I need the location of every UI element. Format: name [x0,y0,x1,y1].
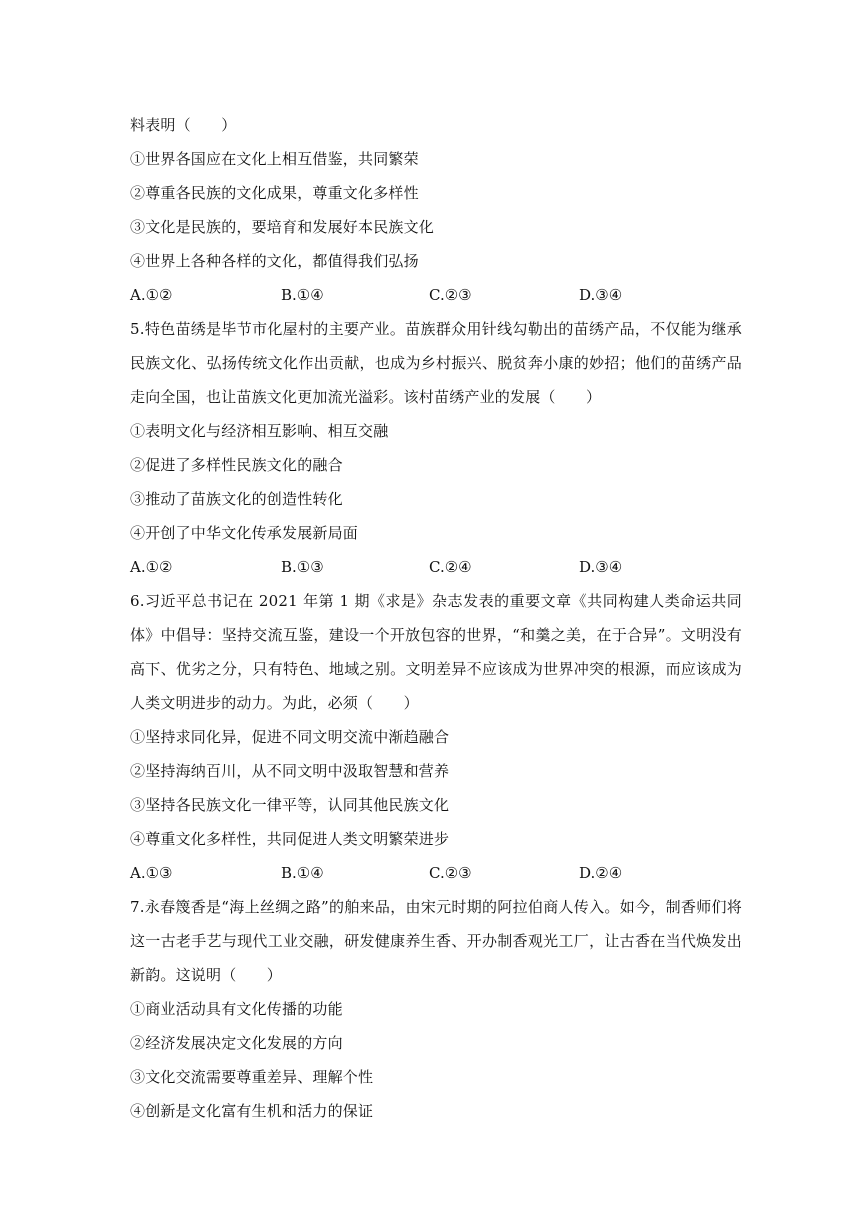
q6-choices [130,856,742,890]
q5-choice-c: C.②④ [429,558,472,576]
q7-option-4: ④创新是文化富有生机和活力的保证 [130,1102,374,1120]
q5-choice-d: D.③④ [579,558,623,576]
q4-choice-c: C.②③ [429,286,472,304]
q5-option-4: ④开创了中华文化传承发展新局面 [130,524,359,542]
q5-stem: 5.特色苗绣是毕节市化屋村的主要产业。苗族群众用针线勾勒出的苗绣产品，不仅能为继承民族文化、弘扬传统文化作出贡献，也成为乡村振兴、脱贫奔小康的妙招；他们的苗绣产品走向全国，也让苗族文化更加流光溢彩。该村苗绣产业的发展（ ） [130,320,742,406]
q4-choice-d: D.③④ [579,286,623,304]
q4-choice-b: B.①④ [281,286,324,304]
q4-option-1: ①世界各国应在文化上相互借鉴，共同繁荣 [130,150,419,168]
q5-option-3: ③推动了苗族文化的创造性转化 [130,490,343,508]
exam-content [130,108,742,1128]
q4-option-4: ④世界上各种各样的文化，都值得我们弘扬 [130,252,419,270]
q4-stem-tail: 料表明（ ） [130,116,237,134]
q6-option-3: ③坚持各民族文化一律平等，认同其他民族文化 [130,796,450,814]
q4-option-2: ②尊重各民族的文化成果，尊重文化多样性 [130,184,419,202]
q5-choice-a: A.①② [130,558,173,576]
q6-choice-c: C.②③ [429,864,472,882]
q4-choice-a: A.①② [130,286,173,304]
q5-choices [130,550,742,584]
q4-choices [130,278,742,312]
q6-choice-a: A.①③ [130,864,173,882]
q6-option-2: ②坚持海纳百川，从不同文明中汲取智慧和营养 [130,762,450,780]
q7-option-3: ③文化交流需要尊重差异、理解个性 [130,1068,374,1086]
q6-stem: 6.习近平总书记在 2021 年第 1 期《求是》杂志发表的重要文章《共同构建人类命运共同体》中倡导：坚持交流互鉴，建设一个开放包容的世界，“和羹之美，在于合异”。文明没有高下、优劣之分，只有特色、地域之别。文明差异不应该成为世界冲突的根源，而应该成为人类文明进步的动力。为此，必须（ ） [130,592,742,712]
q5-option-2: ②促进了多样性民族文化的融合 [130,456,343,474]
q6-option-4: ④尊重文化多样性，共同促进人类文明繁荣进步 [130,830,450,848]
q5-choice-b: B.①③ [281,558,324,576]
q6-option-1: ①坚持求同化异，促进不同文明交流中渐趋融合 [130,728,450,746]
q6-choice-b: B.①④ [281,864,324,882]
q7-option-2: ②经济发展决定文化发展的方向 [130,1034,343,1052]
q7-stem: 7.永春篾香是“海上丝绸之路”的舶来品，由宋元时期的阿拉伯商人传入。如今，制香师们将这一古老手艺与现代工业交融，研发健康养生香、开办制香观光工厂，让古香在当代焕发出新韵。这说明（ ） [130,898,742,984]
q4-option-3: ③文化是民族的，要培育和发展好本民族文化 [130,218,435,236]
q5-option-1: ①表明文化与经济相互影响、相互交融 [130,422,389,440]
q6-choice-d: D.②④ [579,864,623,882]
q7-option-1: ①商业活动具有文化传播的功能 [130,1000,343,1018]
